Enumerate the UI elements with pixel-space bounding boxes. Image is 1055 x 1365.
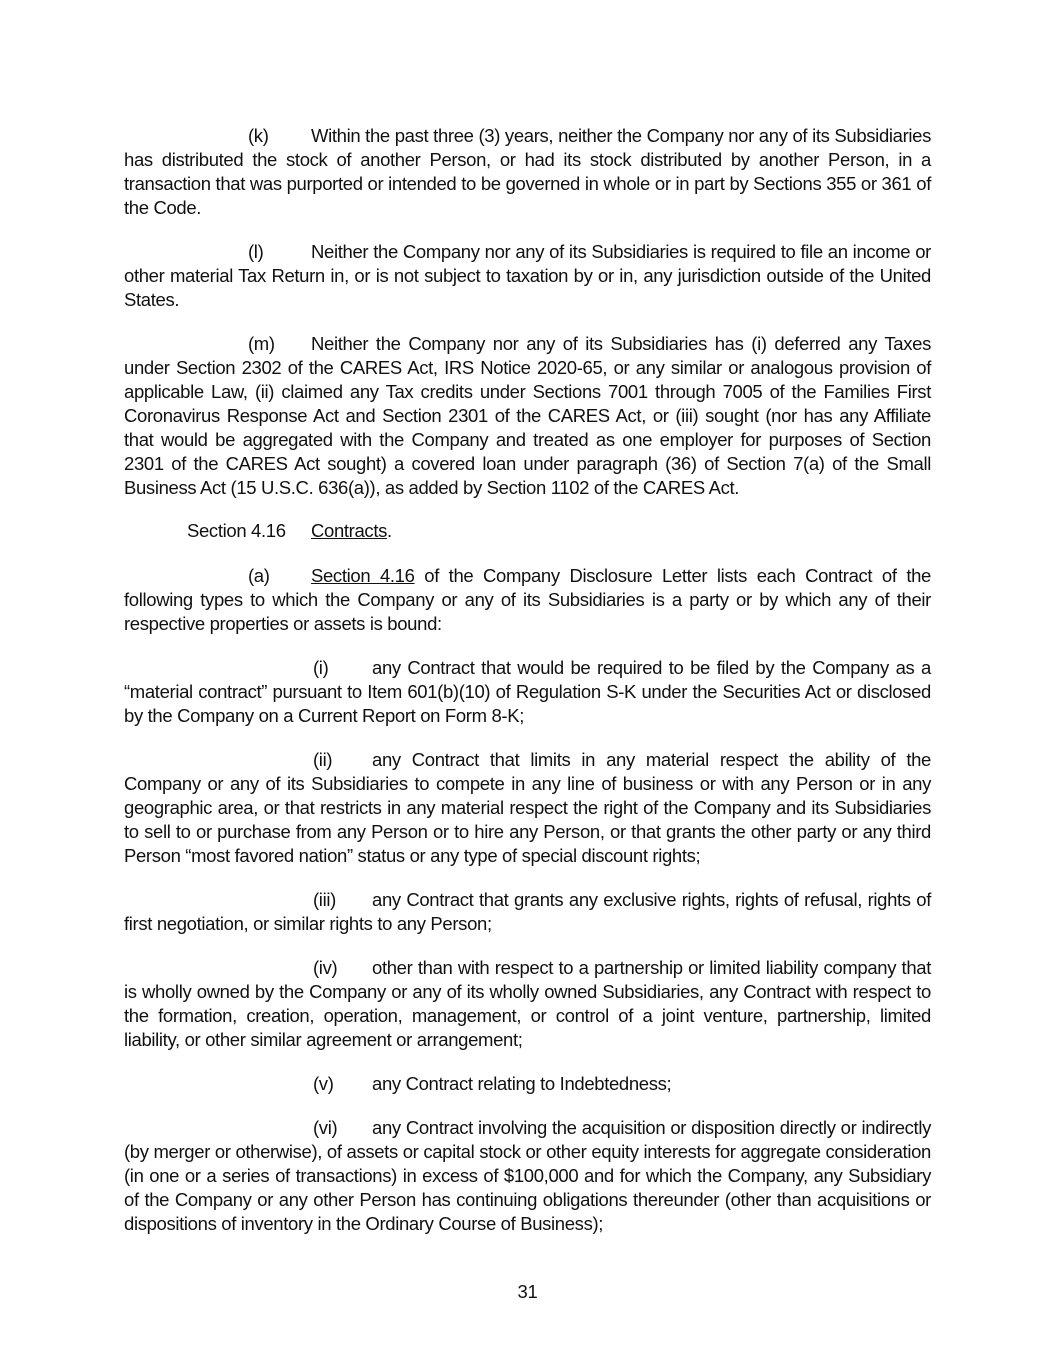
- list-item-text: any Contract that limits in any material respect the ability of the Company or any of its Subsidiaries to compete in any line of business or with any Person or in any geographic area, or that restricts in any material respect the right of the Company and its Subsidiaries to sell to or purchase from any Person or to hire any Person, or that grants the other party or any third Person “most favored nation” status or any type of special discount rights;: [124, 749, 931, 866]
- list-item: [124, 748, 931, 868]
- section-reference: Section 4.16: [311, 565, 415, 586]
- list-item-text: any Contract involving the acquisition or disposition directly or indirectly (by merger or otherwise), of assets or capital stock or other equity interests for aggregate consideration (in one or a series of transactions) in excess of $100,000 and for which the Company, any Subsidiary of the Company or any other Person has continuing obligations thereunder (other than acquisitions or dispositions of inventory in the Ordinary Course of Business);: [124, 1117, 931, 1234]
- paragraph-label: (l): [248, 241, 264, 262]
- list-item-text: other than with respect to a partnership or limited liability company that is wholly owned by the Company or any of its wholly owned Subsidiaries, any Contract with respect to the formation, creation, operation, management, or control of a joint venture, partnership, limited liability, or other similar agreement or arrangement;: [124, 957, 931, 1050]
- paragraph-label: (k): [248, 125, 269, 146]
- section-title: Contracts: [311, 520, 388, 541]
- paragraph-text: Neither the Company nor any of its Subsidiaries is required to file an income or other material Tax Return in, or is not subject to taxation by or in, any jurisdiction outside of the United States.: [124, 241, 931, 310]
- paragraph-k: [124, 124, 931, 220]
- list-item-label: (ii): [313, 749, 333, 770]
- page-number: 31: [517, 1281, 538, 1302]
- section-number: Section 4.16: [187, 520, 286, 541]
- paragraph-label: (a): [248, 565, 270, 586]
- list-item: [124, 956, 931, 1052]
- list-item-text: any Contract that would be required to be filed by the Company as a “material contract” pursuant to Item 601(b)(10) of Regulation S-K under the Securities Act or disclosed by the Company on a Current Report on Form 8-K;: [124, 657, 931, 726]
- paragraph-text: of the Company Disclosure Letter lists each Contract of the following types to which the Company or any of its Subsidiaries is a party or by which any of their respective properties or assets is bound:: [124, 565, 931, 634]
- section-title-suffix: .: [387, 520, 392, 541]
- list-item-label: (vi): [313, 1117, 338, 1138]
- list-item: [124, 656, 931, 728]
- paragraph-m: [124, 332, 931, 500]
- list-item-label: (iii): [313, 889, 336, 910]
- list-item: [124, 888, 931, 936]
- list-item: [124, 1072, 931, 1096]
- paragraph-l: [124, 240, 931, 312]
- paragraph-text: Within the past three (3) years, neither the Company nor any of its Subsidiaries has distributed the stock of another Person, or had its stock distributed by another Person, in a transaction that was purported or intended to be governed in whole or in part by Sections 355 or 361 of the Code.: [124, 125, 931, 218]
- list-item-label: (v): [313, 1073, 334, 1094]
- paragraph-label: (m): [248, 333, 275, 354]
- paragraph-a: [124, 564, 931, 636]
- paragraph-text: Neither the Company nor any of its Subsidiaries has (i) deferred any Taxes under Section 2302 of the CARES Act, IRS Notice 2020-65, or any similar or analogous provision of applicable Law, (ii) claimed any Tax credits under Sections 7001 through 7005 of the Families First Coronavirus Response Act and Section 2301 of the CARES Act, or (iii) sought (nor has any Affiliate that would be aggregated with the Company and treated as one employer for purposes of Section 2301 of the CARES Act sought) a covered loan under paragraph (36) of Section 7(a) of the Small Business Act (15 U.S.C. 636(a)), as added by Section 1102 of the CARES Act.: [124, 333, 931, 498]
- list-item-label: (i): [313, 657, 329, 678]
- section-heading: [187, 519, 392, 543]
- list-item: [124, 1116, 931, 1236]
- list-item-label: (iv): [313, 957, 338, 978]
- list-item-text: any Contract that grants any exclusive rights, rights of refusal, rights of first negotiation, or similar rights to any Person;: [124, 889, 931, 934]
- list-item-text: any Contract relating to Indebtedness;: [372, 1073, 672, 1094]
